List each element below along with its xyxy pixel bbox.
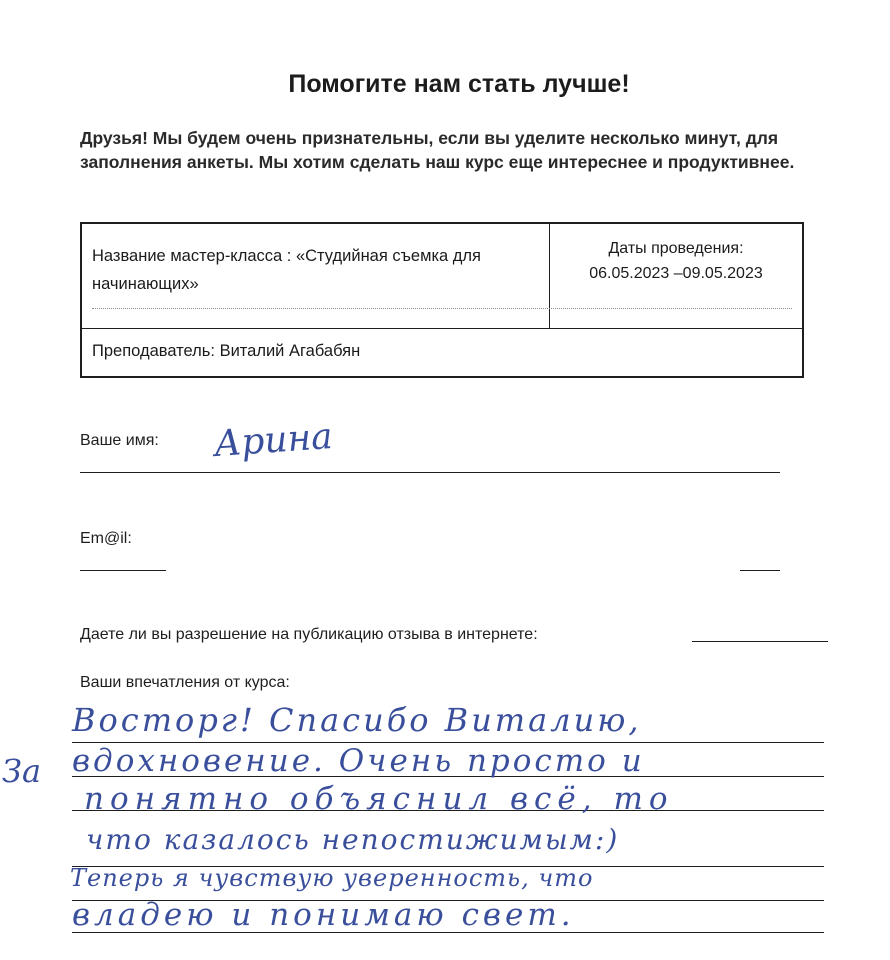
course-name: «Студийная съемка для начинающих» bbox=[92, 247, 481, 293]
teacher-name: Виталий Агабабян bbox=[219, 342, 361, 360]
teacher-label: Преподаватель: bbox=[92, 342, 215, 360]
permission-answer-line[interactable] bbox=[692, 641, 828, 642]
impressions-line: что казалось непостижимым:) bbox=[86, 823, 620, 856]
dates-cell bbox=[550, 224, 802, 340]
impressions-label: Ваши впечатления от курса: bbox=[80, 674, 290, 691]
table-row-divider bbox=[82, 328, 802, 329]
impressions-line: понятно объяснил всё, то bbox=[84, 781, 674, 817]
email-label: Em@il: bbox=[80, 530, 132, 547]
email-underline-right bbox=[740, 570, 780, 571]
impressions-line: Теперь я чувствую уверенность, что bbox=[70, 864, 594, 892]
email-underline-left bbox=[80, 570, 166, 571]
impressions-line: Восторг! Спасибо Виталию, bbox=[72, 701, 642, 739]
permission-label: Даете ли вы разрешение на публикацию отзыва в интернете: bbox=[80, 626, 538, 643]
form-title: Помогите нам стать лучше! bbox=[288, 70, 630, 98]
dates-label: Даты проведения: bbox=[608, 240, 744, 257]
name-underline bbox=[80, 472, 780, 473]
impressions-line: вдохновение. Очень просто и bbox=[72, 743, 645, 779]
course-info-table bbox=[80, 222, 804, 378]
intro-text: Друзья! Мы будем очень признательны, если вы уделите несколько минут, для заполнения анкеты. Мы хотим сделать наш курс еще интереснее и продуктивнее. bbox=[80, 128, 795, 172]
name-label: Ваше имя: bbox=[80, 432, 159, 449]
name-value[interactable]: Арина bbox=[212, 415, 334, 466]
impressions-line: владею и понимаю свет. bbox=[72, 897, 575, 933]
dates-value: 06.05.2023 –09.05.2023 bbox=[589, 265, 763, 282]
course-name-cell bbox=[82, 224, 550, 328]
teacher-cell bbox=[92, 342, 360, 361]
course-label: Название мастер-класса : bbox=[92, 247, 292, 265]
impressions-margin-note: За bbox=[2, 752, 42, 790]
